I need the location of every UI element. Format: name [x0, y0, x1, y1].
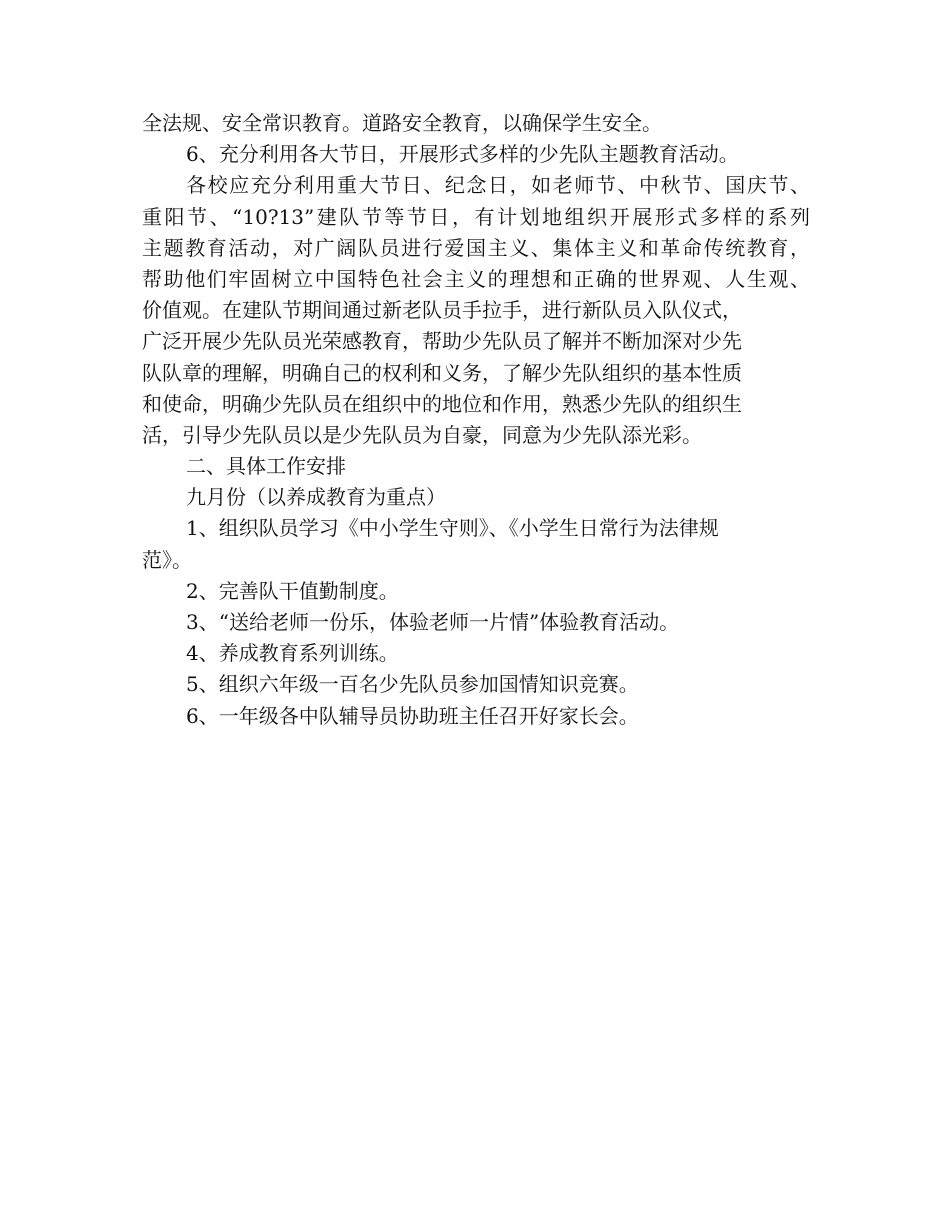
section-heading: 二、具体工作安排: [186, 454, 346, 479]
text-line: 重阳节、“10?13”建队节等节日，有计划地组织开展形式多样的系列: [142, 204, 810, 229]
text-line: 队队章的理解，明确自己的权利和义务，了解少先队组织的基本性质: [142, 360, 742, 385]
list-item: 3、“送给老师一份乐，体验老师一片情”体验教育活动。: [186, 610, 680, 634]
text-line: 和使命，明确少先队员在组织中的地位和作用，熟悉少先队的组织生: [142, 391, 742, 416]
text-line: 活，引导少先队员以是少先队员为自豪，同意为少先队添光彩。: [142, 422, 702, 447]
text-line: 帮助他们牢固树立中国特色社会主义的理想和正确的世界观、人生观、: [142, 266, 810, 291]
list-item: 6、一年级各中队辅导员协助班主任召开好家长会。: [186, 703, 639, 728]
list-item: 2、完善队干值勤制度。: [186, 578, 399, 603]
text-line: 全法规、安全常识教育。道路安全教育，以确保学生安全。: [142, 111, 662, 135]
text-line: 6、充分利用各大节日，开展形式多样的少先队主题教育活动。: [186, 142, 739, 167]
list-item: 1、组织队员学习《中小学生守则》、《小学生日常行为法律规: [186, 516, 719, 541]
list-item: 5、组织六年级一百名少先队员参加国情知识竞赛。: [186, 672, 639, 697]
text-line: 各校应充分利用重大节日、纪念日，如老师节、中秋节、国庆节、: [186, 173, 810, 198]
list-item-continuation: 范》。: [142, 547, 192, 572]
list-item: 4、养成教育系列训练。: [186, 641, 399, 666]
subsection-heading: 九月份（以养成教育为重点）: [186, 485, 446, 510]
text-line: 价值观。在建队节期间通过新老队员手拉手，进行新队员入队仪式，: [142, 298, 742, 323]
text-line: 广泛开展少先队员光荣感教育，帮助少先队员了解并不断加深对少先: [142, 329, 742, 354]
text-line: 主题教育活动，对广阔队员进行爱国主义、集体主义和革命传统教育，: [142, 235, 810, 260]
document-body: [142, 108, 810, 732]
